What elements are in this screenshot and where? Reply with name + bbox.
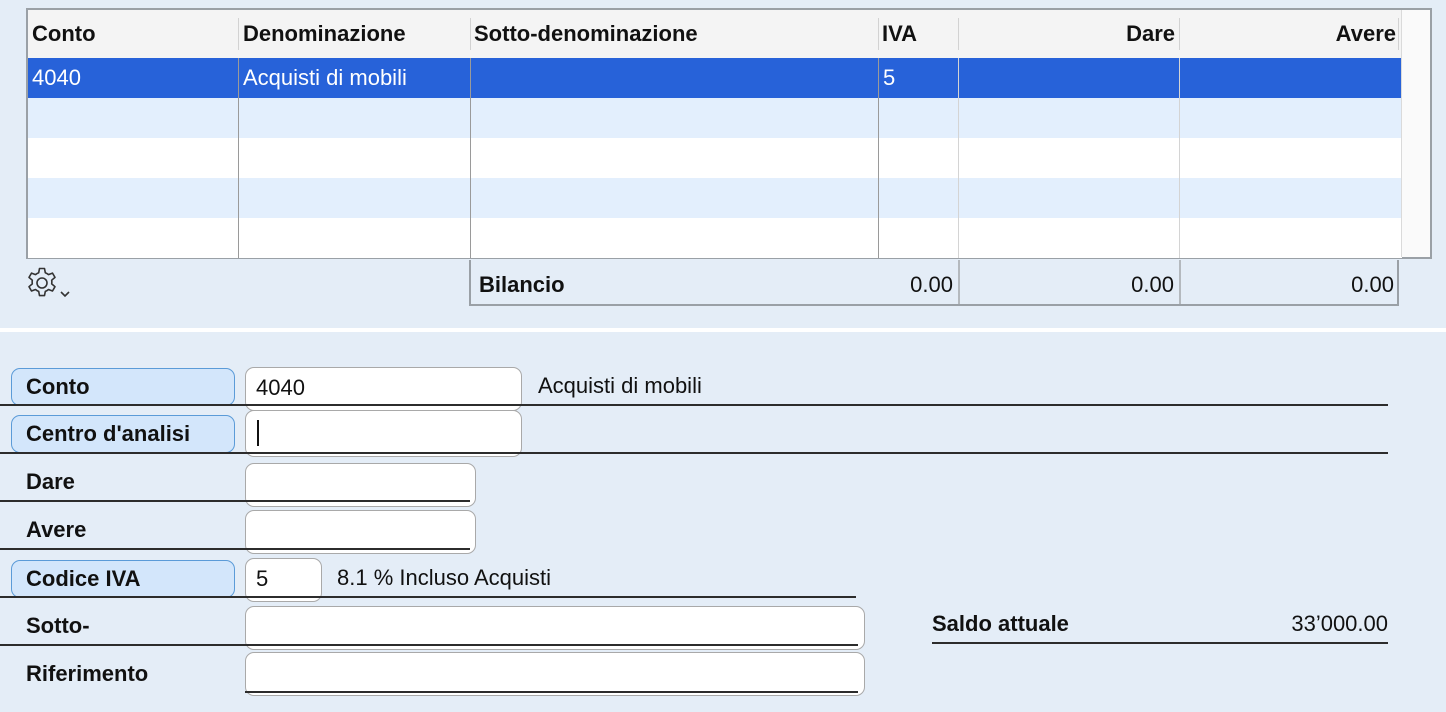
riferimento-label: Riferimento [26,661,149,686]
totals-avere: 0.00 [1351,272,1394,297]
header-separator [958,18,959,50]
totals-row [469,260,1399,306]
column-divider [1179,58,1180,258]
row-underline [0,644,858,646]
table-header [28,10,1402,58]
cell-denominazione[interactable]: Acquisti di mobili [243,65,407,90]
totals-iva: 0.00 [910,272,953,297]
totals-separator [958,260,960,304]
table-row[interactable] [28,98,1402,138]
accounts-table [26,8,1432,259]
cell-iva[interactable]: 5 [883,65,896,90]
row-underline [0,596,856,598]
table-scrollbar[interactable] [1401,10,1430,257]
table-row-selected[interactable] [28,58,1402,98]
header-separator [1179,18,1180,50]
cell-sotto-denominazione[interactable] [471,58,878,98]
totals-dare: 0.00 [1131,272,1174,297]
avere-label: Avere [26,517,87,542]
gear-icon [24,266,76,306]
row-underline [0,404,1388,406]
saldo-underline [932,642,1388,644]
chevron-down-icon [61,292,69,296]
column-header-iva[interactable]: IVA [882,21,918,46]
table-body [28,58,1402,258]
header-separator [1398,18,1399,50]
column-divider [470,58,471,258]
codice-iva-label-button[interactable]: Codice IVA [11,560,235,598]
column-header-sotto-denominazione[interactable]: Sotto-denominazione [474,21,698,46]
column-divider [238,58,239,258]
centro-analisi-input[interactable] [245,410,522,457]
table-row[interactable] [28,138,1402,178]
codice-iva-input[interactable]: 5 [245,558,322,602]
row-underline [0,500,470,502]
totals-separator [1179,260,1181,304]
conto-description: Acquisti di mobili [538,373,702,398]
table-row[interactable] [28,218,1402,258]
row-underline [0,452,1388,454]
column-header-avere[interactable]: Avere [1335,21,1396,46]
text-cursor [257,420,259,446]
column-header-dare[interactable]: Dare [1126,21,1175,46]
codice-iva-description: 8.1 % Incluso Acquisti [337,565,552,590]
totals-label: Bilancio [479,272,565,297]
cell-conto[interactable]: 4040 [32,65,81,90]
saldo-value: 33’000.00 [1291,611,1388,636]
sotto-label: Sotto- [26,613,90,638]
settings-button[interactable] [24,266,76,306]
column-divider [958,58,959,258]
column-divider [878,58,879,258]
row-underline [0,548,470,550]
row-underline [245,691,858,693]
column-header-denominazione[interactable]: Denominazione [243,21,406,46]
section-divider [0,328,1446,332]
dare-label: Dare [26,469,75,494]
riferimento-input[interactable] [245,652,865,696]
cell-avere[interactable] [1180,58,1400,98]
saldo-label: Saldo attuale [932,611,1069,636]
header-separator [470,18,471,50]
table-row[interactable] [28,178,1402,218]
column-header-conto[interactable]: Conto [32,21,96,46]
header-separator [238,18,239,50]
cell-dare[interactable] [959,58,1179,98]
centro-analisi-label-button[interactable]: Centro d'analisi [11,415,235,453]
header-separator [878,18,879,50]
conto-label-button[interactable]: Conto [11,368,235,406]
conto-input[interactable]: 4040 [245,367,522,411]
